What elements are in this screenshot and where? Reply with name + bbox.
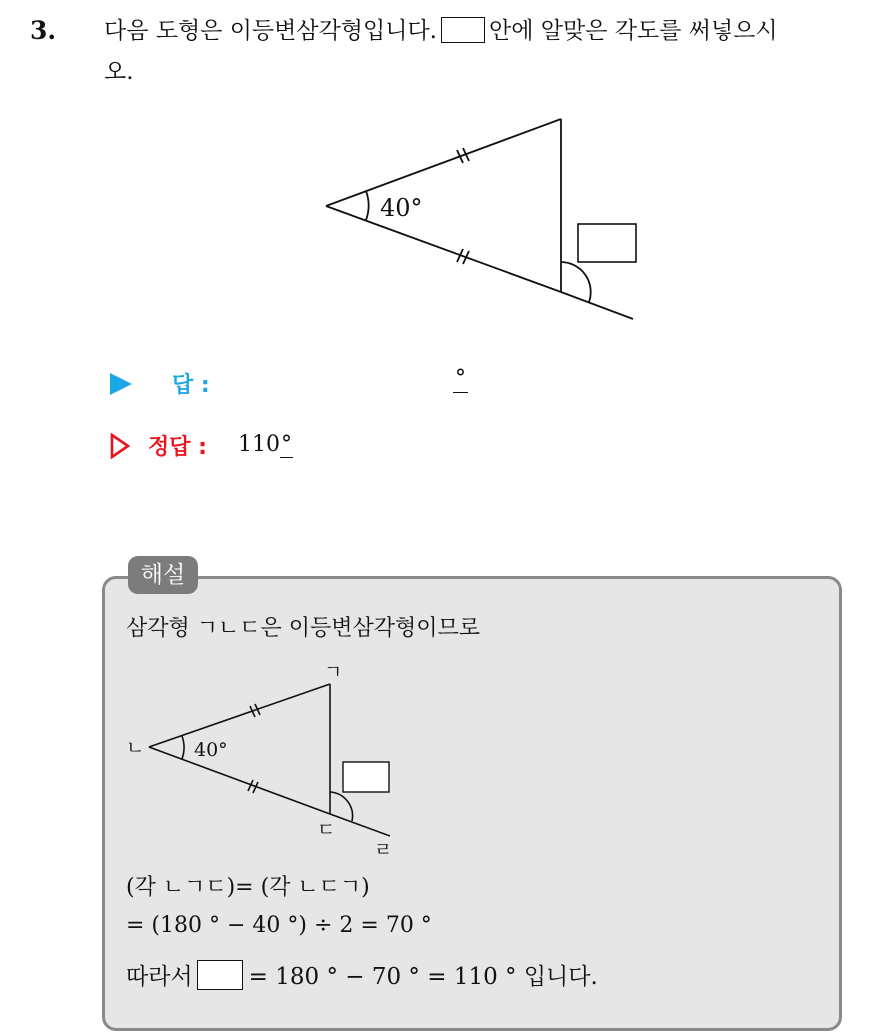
explanation-line2: (각 ㄴㄱㄷ)= (각 ㄴㄷㄱ)	[126, 875, 370, 900]
exterior-angle-arc	[561, 262, 591, 302]
explanation-line4	[126, 960, 598, 992]
explanation-line4-prefix: 따라서	[126, 964, 193, 990]
question-text-after: 안에 알맞은 각도를 써넣으시	[489, 18, 778, 44]
vertex-label-c: ㄷ	[317, 819, 336, 841]
answer-unit[interactable]: °	[455, 366, 466, 391]
angle-label-40: 40°	[380, 194, 423, 222]
question-text-before: 다음 도형은 이등변삼각형입니다.	[104, 18, 437, 44]
vertex-label-b: ㄴ	[126, 737, 145, 759]
exp-exterior-arc	[330, 792, 353, 821]
exp-top-side	[149, 684, 330, 747]
explanation-tag: 해설	[128, 556, 198, 594]
question-text-line2: 오.	[104, 59, 134, 85]
triangle-top-side	[326, 119, 561, 206]
explanation-line4-suffix: = 180 ° − 70 ° = 110 ° 입니다.	[248, 964, 598, 990]
play-arrow-icon	[110, 373, 132, 395]
angle-arc-40	[366, 191, 369, 220]
outline-arrow-icon	[110, 433, 130, 459]
explanation-line1: 삼각형 ㄱㄴㄷ은 이등변삼각형이므로	[126, 616, 481, 641]
correct-value: 110°	[238, 432, 292, 457]
explanation-blank-box	[197, 960, 243, 990]
question-number: 3.	[30, 16, 57, 45]
answer-label: 답 :	[172, 373, 210, 398]
correct-label: 정답 :	[148, 435, 207, 460]
explanation-line3: = (180 ° − 40 °) ÷ 2 = 70 °	[126, 913, 432, 938]
vertex-label-a: ㄱ	[324, 661, 343, 683]
exp-angle-arc	[182, 736, 184, 759]
question-triangle-figure	[0, 0, 884, 340]
extension-line	[561, 292, 633, 319]
explanation-triangle-figure	[100, 650, 420, 865]
triangle-bottom-side	[326, 206, 561, 292]
exp-angle-label: 40°	[194, 739, 228, 761]
exp-bottom-side	[149, 747, 330, 814]
exp-answer-box	[343, 762, 389, 792]
vertex-label-d: ㄹ	[374, 839, 393, 861]
answer-blank-box	[578, 224, 636, 262]
exp-extension-line	[330, 814, 390, 836]
